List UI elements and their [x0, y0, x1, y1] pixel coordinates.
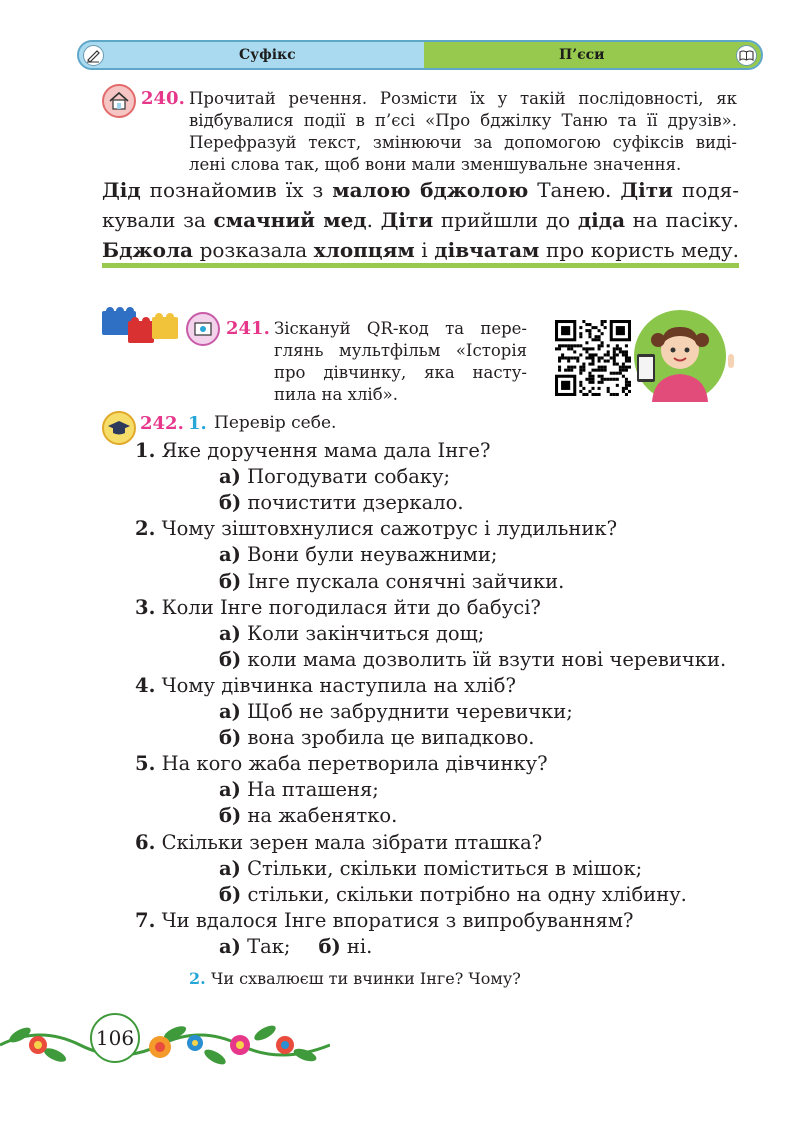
answer-letter: б): [219, 883, 242, 906]
exercise-number: 240.: [141, 88, 185, 109]
section-divider: [102, 263, 739, 268]
answer-letter: б): [219, 726, 242, 749]
highlighted-word: дівчатам: [434, 238, 540, 262]
answer-option: [219, 622, 484, 645]
highlighted-word: Діти: [380, 208, 434, 232]
question-number: 7.: [135, 909, 156, 932]
answer-text: стільки, скільки потрібно на одну хлібину.: [247, 883, 687, 906]
question: [135, 674, 516, 697]
answer-letter: а): [219, 935, 241, 958]
answer-text: Погодувати собаку;: [247, 465, 451, 488]
highlighted-word: Дід: [102, 178, 141, 202]
question: [135, 596, 541, 619]
video-task-icon: [186, 312, 220, 346]
answer-text: Стільки, скільки поміститься в мішок;: [247, 857, 643, 880]
question-number: 2.: [135, 517, 156, 540]
text-line: про дівчинку, яка насту-: [274, 363, 527, 382]
task-part-text: Перевір себе.: [214, 413, 337, 433]
answer-letter: а): [219, 700, 241, 723]
text-run: розказала: [193, 238, 314, 262]
text-run: .: [366, 208, 381, 232]
floral-ornament: [0, 1005, 330, 1080]
question-number: 3.: [135, 596, 156, 619]
answer-option: [219, 778, 379, 801]
text-run: на пасіку.: [625, 208, 739, 232]
answer-option: [219, 726, 535, 749]
instruction-line: Перефразуй текст, змінюючи за допомогою суфіксів виді-: [189, 133, 737, 152]
answer-text: Так;: [247, 935, 291, 958]
text-run: познайомив їх з: [140, 178, 333, 202]
answer-text: вона зробила це випадково.: [247, 726, 535, 749]
answer-letter: а): [219, 857, 241, 880]
answer-option: [219, 570, 564, 593]
instruction-line: Прочитай речення. Розмісти їх у такій послідовності, як: [189, 89, 737, 108]
exercise-241-text: [274, 318, 527, 406]
answer-text: на жабенятко.: [247, 804, 398, 827]
text-run: кували за: [102, 208, 214, 232]
girl-with-tablet-illustration: [632, 310, 740, 402]
question: [135, 517, 617, 540]
text-run: подя-: [672, 178, 739, 202]
question-number: 5.: [135, 752, 156, 775]
answer-letter: а): [219, 778, 241, 801]
answer-letter: а): [219, 465, 241, 488]
highlighted-word: хлопцям: [313, 238, 415, 262]
answer-option: [219, 543, 497, 566]
answer-option: [219, 700, 573, 723]
answer-letter: а): [219, 622, 241, 645]
pen-icon: [83, 45, 104, 66]
text-line: глянь мультфільм «Історія: [274, 341, 527, 360]
answer-option: [219, 857, 642, 880]
page-number: 106: [90, 1013, 140, 1063]
text-line: [102, 235, 739, 265]
exercise-240-text: [102, 175, 739, 265]
question-text: Яке доручення мама дала Інге?: [161, 439, 491, 462]
answer-options-inline: [219, 935, 372, 958]
question: [135, 439, 490, 462]
section-header-bar: [77, 40, 763, 70]
question-number: 6.: [135, 831, 156, 854]
answer-letter: б): [219, 648, 242, 671]
exercise-number: 242.: [140, 413, 184, 434]
answer-letter: б): [219, 491, 242, 514]
text-line: [102, 175, 739, 205]
book-icon: [736, 45, 757, 66]
answer-option: [219, 491, 464, 514]
answer-option: [219, 935, 290, 958]
text-run: прийшли до: [433, 208, 578, 232]
header-section-label: П’єси: [559, 47, 605, 63]
exercise-240-instruction: [189, 88, 737, 176]
answer-letter: а): [219, 543, 241, 566]
answer-option: [219, 465, 450, 488]
question: [135, 831, 542, 854]
task-part-text: Чи схвалюєш ти вчинки Інге? Чому?: [211, 969, 521, 988]
answer-text: коли мама дозволить їй взути нові черевички.: [247, 648, 727, 671]
highlighted-word: Діти: [620, 178, 673, 202]
question: [135, 909, 633, 932]
answer-text: Інге пускала сонячні зайчики.: [247, 570, 565, 593]
answer-option: [318, 935, 372, 958]
text-line: [102, 205, 739, 235]
header-topic-label: Суфікс: [239, 47, 296, 63]
question-text: На кого жаба перетворила дівчинку?: [161, 752, 548, 775]
instruction-line: лені слова так, щоб вони мали зменшувальне значення.: [189, 155, 682, 174]
answer-text: Щоб не забруднити черевички;: [247, 700, 573, 723]
answer-option: [219, 883, 687, 906]
answer-option: [219, 648, 726, 671]
lego-blocks-illustration: [100, 303, 180, 345]
question-text: Коли Інге погодилася йти до бабусі?: [161, 596, 541, 619]
question-number: 4.: [135, 674, 156, 697]
highlighted-word: Бджола: [102, 238, 194, 262]
instruction-line: відбувалися події в п’єсі «Про бджілку Таню та її друзів».: [189, 111, 737, 130]
qr-code[interactable]: [555, 320, 631, 396]
question-number: 1.: [135, 439, 156, 462]
question-text: Чому зіштовхнулися сажотрус і лудильник?: [161, 517, 618, 540]
exercise-number: 241.: [226, 318, 270, 339]
home-task-icon: [102, 84, 136, 118]
answer-letter: б): [318, 935, 341, 958]
text-line: Зіскануй QR-код та пере-: [274, 319, 527, 338]
answer-letter: б): [219, 570, 242, 593]
task-part-number: 1.: [188, 413, 207, 434]
text-line: пила на хліб».: [274, 385, 398, 404]
highlighted-word: діда: [577, 208, 626, 232]
answer-text: ні.: [346, 935, 373, 958]
answer-option: [219, 804, 397, 827]
answer-letter: б): [219, 804, 242, 827]
question-text: Скільки зерен мала зібрати пташка?: [161, 831, 543, 854]
answer-text: На пташеня;: [247, 778, 379, 801]
text-run: про користь меду.: [539, 238, 739, 262]
text-run: і: [414, 238, 435, 262]
highlighted-word: малою бджолою: [332, 178, 529, 202]
question-text: Чому дівчинка наступила на хліб?: [161, 674, 516, 697]
text-run: Танею.: [528, 178, 621, 202]
highlighted-word: смачний мед: [213, 208, 367, 232]
graduation-cap-icon: [102, 411, 136, 445]
answer-text: Коли закінчиться дощ;: [247, 622, 485, 645]
question: [135, 752, 548, 775]
answer-text: Вони були неуважними;: [247, 543, 498, 566]
question-text: Чи вдалося Інге впоратися з випробуванням?: [161, 909, 634, 932]
answer-text: почистити дзеркало.: [247, 491, 464, 514]
task-part-number: 2.: [189, 969, 206, 988]
